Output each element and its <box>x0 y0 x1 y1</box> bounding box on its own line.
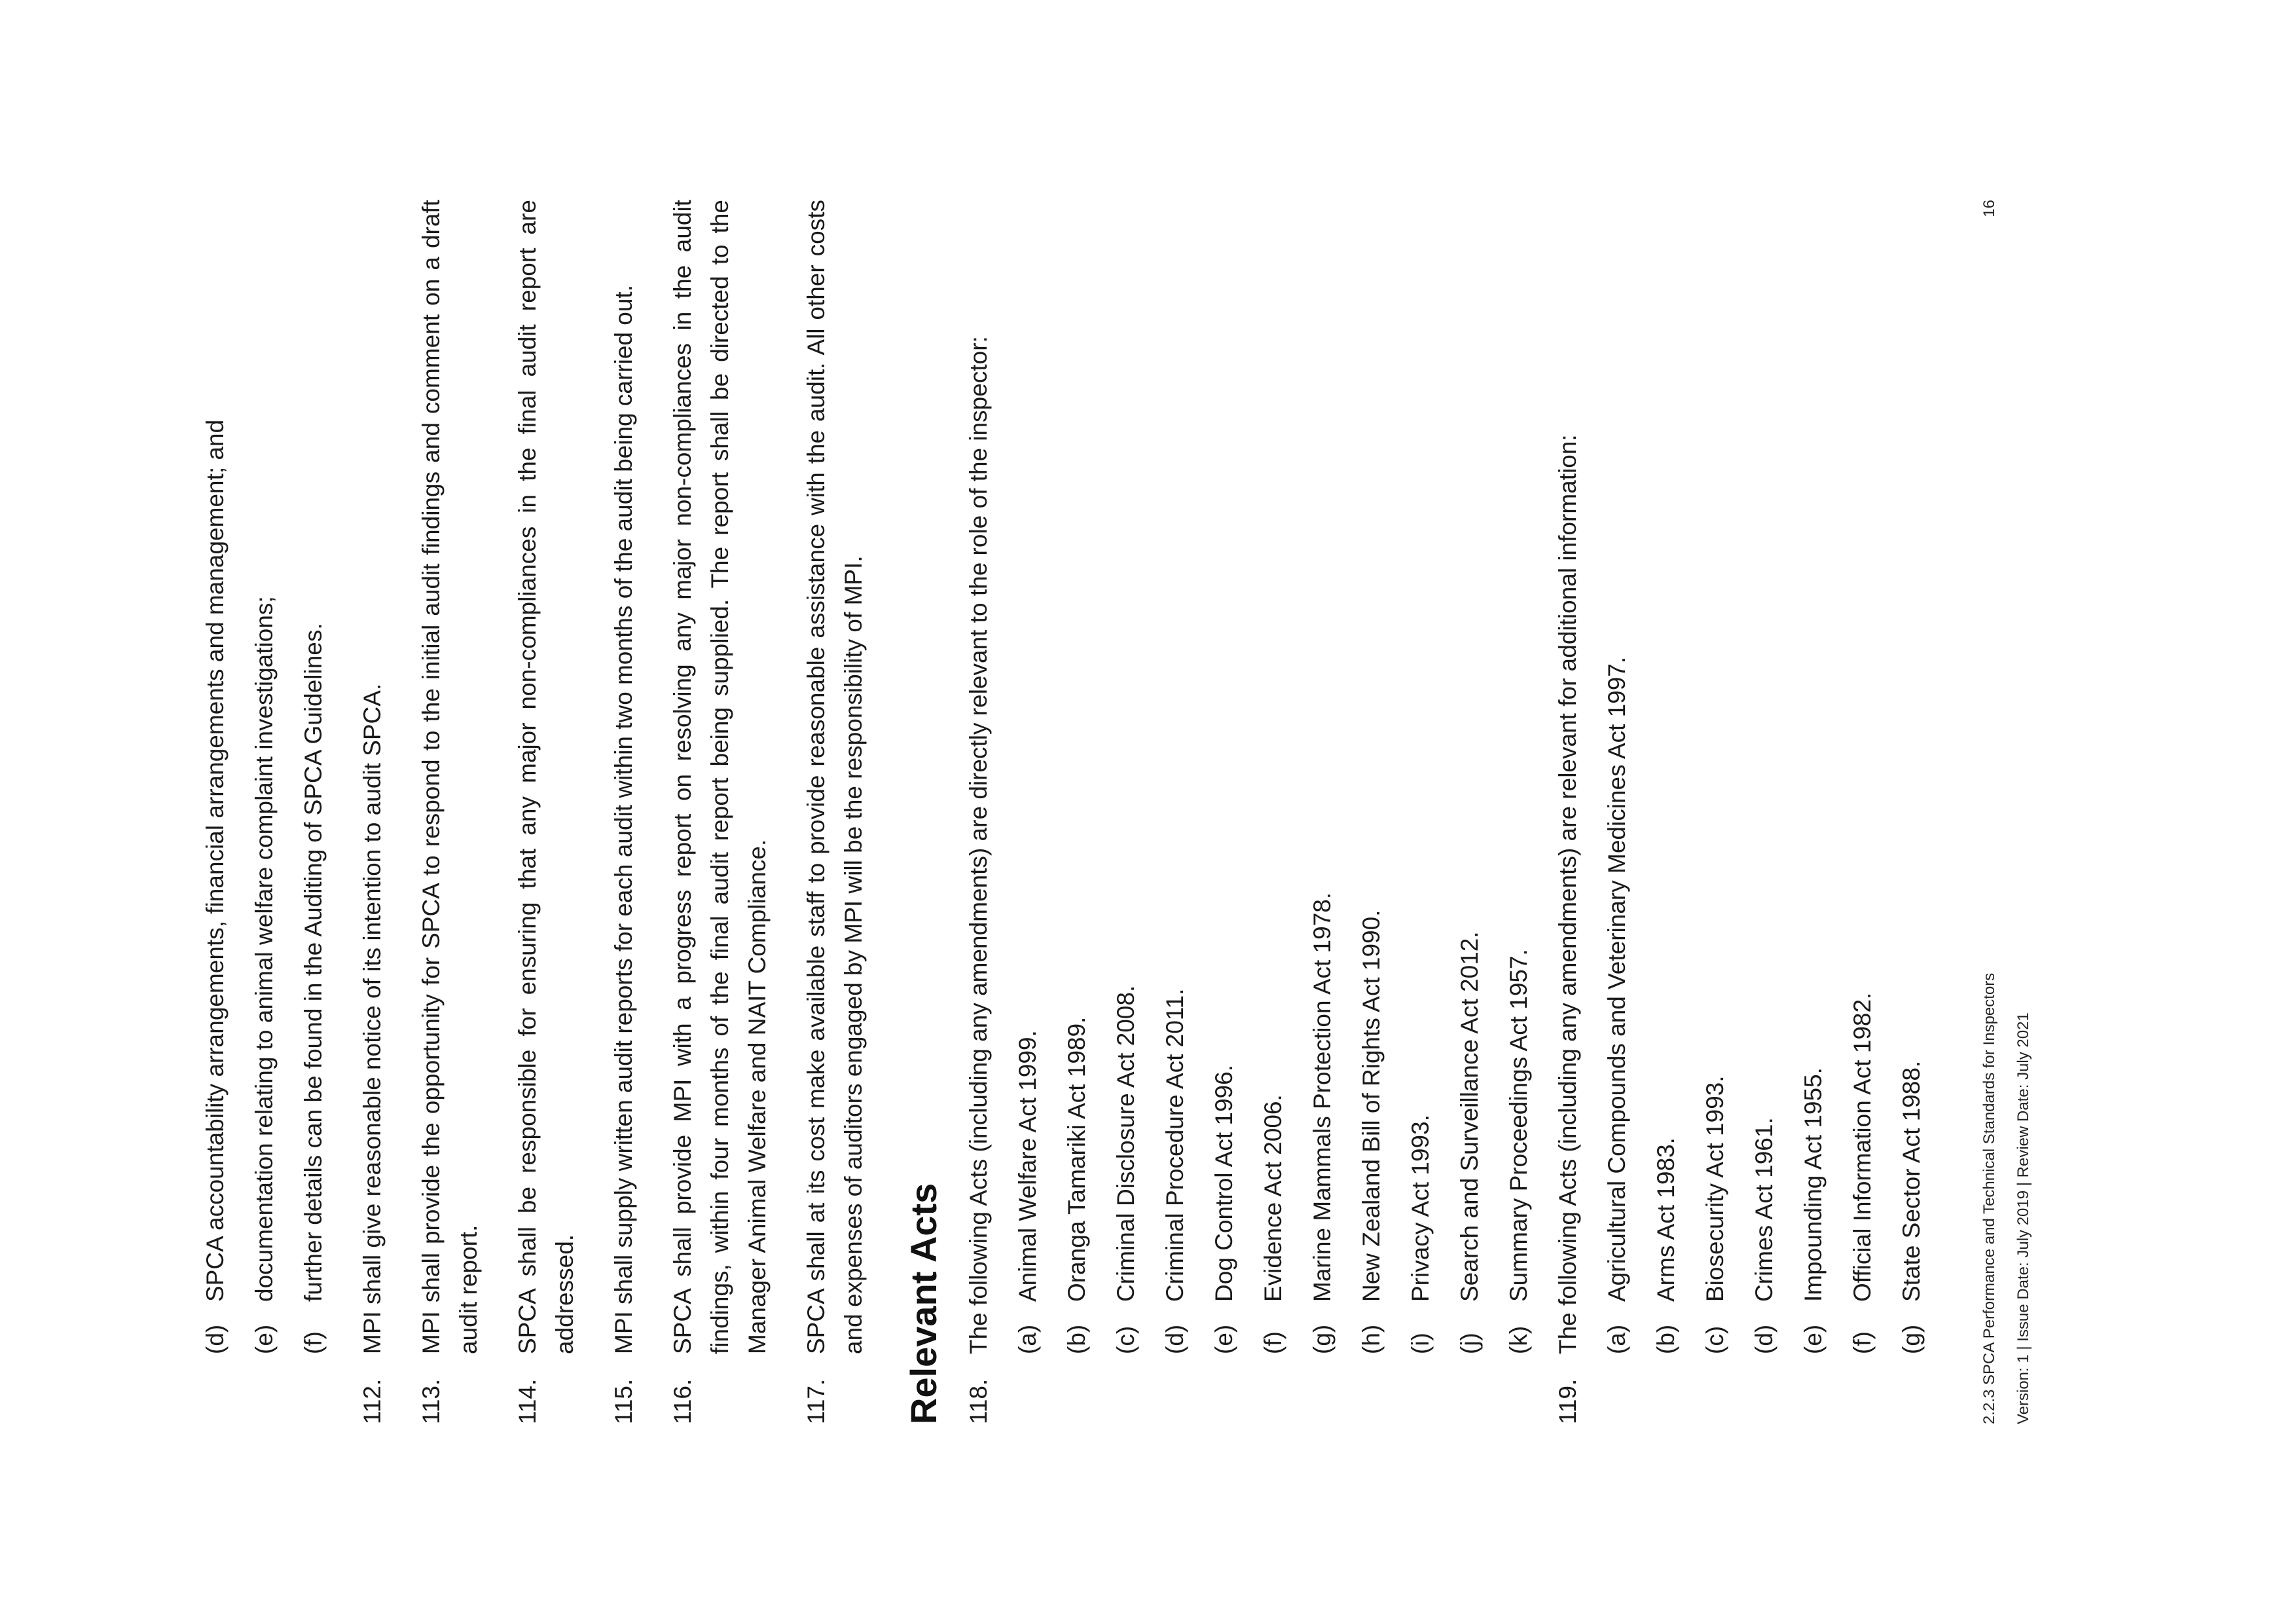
paragraph-number: 113. <box>418 1378 445 1424</box>
item-text: Crimes Act 1961. <box>1751 1117 1777 1302</box>
paragraph-114 <box>509 200 583 1424</box>
item-text: Evidence Act 2006. <box>1260 1094 1286 1302</box>
item-label: (c) <box>1112 1325 1139 1354</box>
paragraph-113 <box>412 200 487 1424</box>
item-text: Animal Welfare Act 1999. <box>1014 1030 1041 1302</box>
page-content <box>196 200 1942 1424</box>
footer-title-line <box>1979 200 2000 1424</box>
item-text: Search and Surveillance Act 2012. <box>1456 931 1483 1302</box>
paragraph-text: SPCA shall at its cost make available staff to provide reasonable assistance with the audit. All other costs and expenses of auditors engaged by MPI will be the responsibility of MPI. <box>803 200 867 1354</box>
item-label: (c) <box>1702 1325 1728 1354</box>
item-label: (e) <box>251 1324 278 1354</box>
list-item <box>1647 200 1685 1424</box>
paragraph-number: 115. <box>610 1378 637 1424</box>
paragraph-number: 114. <box>514 1378 541 1424</box>
item-label: (b) <box>1063 1324 1090 1354</box>
list-item <box>1745 200 1783 1424</box>
item-text: Oranga Tamariki Act 1989. <box>1063 1016 1090 1302</box>
item-text: Criminal Procedure Act 2011. <box>1161 988 1188 1302</box>
item-label: (a) <box>1014 1324 1041 1354</box>
act-list-additional <box>1598 200 1930 1424</box>
item-text: Official Information Act 1982. <box>1849 992 1876 1302</box>
section-heading: Relevant Acts <box>903 1183 944 1424</box>
paragraph-116 <box>664 200 776 1424</box>
list-item <box>1009 200 1046 1424</box>
item-label: (g) <box>1898 1324 1925 1354</box>
list-item <box>196 200 234 1424</box>
paragraph-text: SPCA shall be responsible for ensuring that any major non-compliances in the final audit report are addressed. <box>514 200 578 1354</box>
item-text: Agricultural Compounds and Veterinary Medicines Act 1997. <box>1603 656 1630 1302</box>
list-item <box>1844 200 1881 1424</box>
paragraph-number: 118. <box>965 1378 992 1424</box>
page-number: 16 <box>1980 200 1998 217</box>
paragraph-117 <box>797 200 872 1424</box>
item-text: New Zealand Bill of Rights Act 1990. <box>1358 910 1385 1302</box>
list-item <box>1500 200 1537 1424</box>
item-text: Criminal Disclosure Act 2008. <box>1112 985 1139 1302</box>
list-item <box>1107 200 1144 1424</box>
list-item <box>1254 200 1292 1424</box>
footer-version: Version: 1 | Issue Date: July 2019 | Review Date: July 2021 <box>2014 1012 2032 1424</box>
paragraph-text: MPI shall give reasonable notice of its intention to audit SPCA. <box>359 683 386 1354</box>
paragraph-text: MPI shall provide the opportunity for SPCA to respond to the initial audit findings and comment on a draft audit report. <box>418 200 482 1354</box>
item-label: (e) <box>1800 1324 1827 1354</box>
paragraph-text: The following Acts (including any amendments) are directly relevant to the role of the inspector: <box>965 336 992 1354</box>
item-label: (d) <box>1161 1324 1188 1354</box>
list-item <box>1353 200 1390 1424</box>
paragraph-number: 117. <box>803 1378 829 1424</box>
item-label: (f) <box>300 1331 327 1354</box>
paragraph-text: The following Acts (including any amendments) are relevant for additional information: <box>1554 434 1581 1354</box>
item-label: (h) <box>1358 1324 1385 1354</box>
paragraph-112 <box>354 200 391 1424</box>
paragraph-118 <box>960 200 997 1424</box>
list-item <box>1795 200 1832 1424</box>
item-label: (f) <box>1260 1331 1286 1354</box>
item-label: (k) <box>1505 1325 1532 1354</box>
list-item <box>1058 200 1095 1424</box>
footer-doc-title: 2.2.3 SPCA Performance and Technical Standards for Inspectors <box>1980 972 1998 1424</box>
paragraph-119 <box>1549 200 1586 1424</box>
list-item <box>1696 200 1734 1424</box>
act-list-direct <box>1009 200 1537 1424</box>
item-text: Impounding Act 1955. <box>1800 1067 1827 1302</box>
item-label: (j) <box>1456 1333 1483 1354</box>
list-item <box>1893 200 1930 1424</box>
item-text: documentation relating to animal welfare complaint investigations; <box>251 596 278 1302</box>
paragraph-text: MPI shall supply written audit reports for each audit within two months of the audit being carried out. <box>610 285 637 1354</box>
item-label: (f) <box>1849 1331 1876 1354</box>
item-text: Biosecurity Act 1993. <box>1702 1075 1728 1302</box>
list-item <box>246 200 283 1424</box>
paragraph-number: 119. <box>1554 1378 1581 1424</box>
paragraph-text: SPCA shall provide MPI with a progress report on resolving any major non-compliances in the audit findings, within four months of the final audit report being supplied. The report shall be directed to the Manager Animal Welfare and NAIT Compliance. <box>669 200 771 1354</box>
item-text: SPCA accountability arrangements, financial arrangements and management; and <box>202 419 228 1302</box>
list-item <box>1156 200 1194 1424</box>
item-text: Dog Control Act 1996. <box>1211 1065 1237 1302</box>
item-text: Summary Proceedings Act 1957. <box>1505 949 1532 1302</box>
footer-version-line <box>2013 200 2034 1424</box>
item-label: (d) <box>1751 1324 1777 1354</box>
paragraph-115 <box>605 200 642 1424</box>
item-label: (g) <box>1309 1324 1336 1354</box>
item-label: (a) <box>1603 1324 1630 1354</box>
list-item <box>1303 200 1341 1424</box>
list-item <box>295 200 332 1424</box>
item-label: (d) <box>202 1324 228 1354</box>
item-label: (i) <box>1407 1333 1434 1354</box>
paragraph-number: 116. <box>669 1378 696 1424</box>
list-item <box>1402 200 1439 1424</box>
item-text: Marine Mammals Protection Act 1978. <box>1309 892 1336 1302</box>
item-text: State Sector Act 1988. <box>1898 1060 1925 1302</box>
list-item <box>1451 200 1488 1424</box>
item-label: (b) <box>1652 1324 1679 1354</box>
list-item <box>1598 200 1635 1424</box>
item-text: Arms Act 1983. <box>1652 1137 1679 1302</box>
list-item <box>1205 200 1243 1424</box>
item-label: (e) <box>1211 1324 1237 1354</box>
item-text: Privacy Act 1993. <box>1407 1115 1434 1302</box>
paragraph-number: 112. <box>359 1378 386 1424</box>
item-text: further details can be found in the Auditing of SPCA Guidelines. <box>300 623 327 1302</box>
